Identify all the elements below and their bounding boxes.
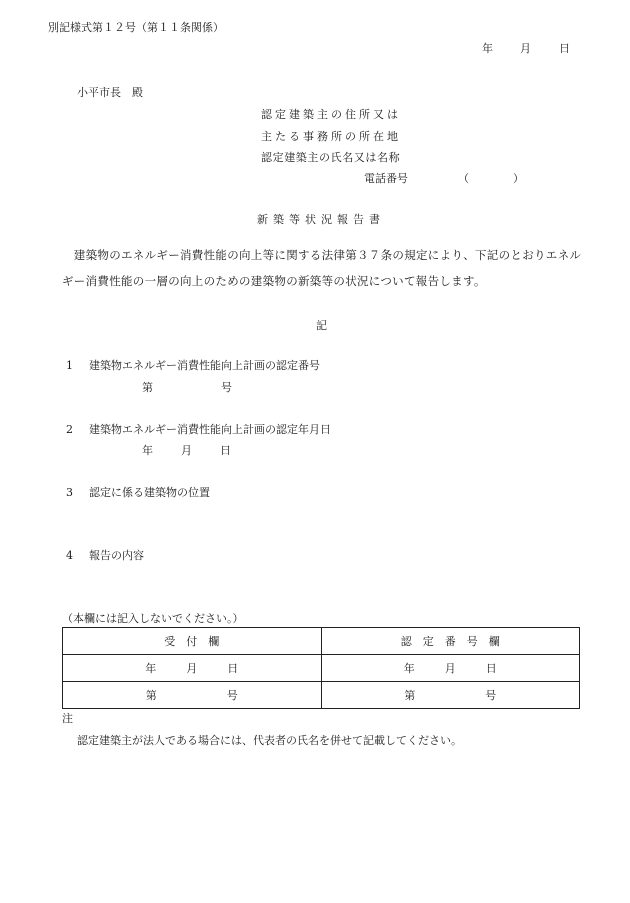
cert-year: 年 <box>403 662 415 675</box>
item-2-number: 2 <box>66 423 73 436</box>
reception-date-cell <box>63 655 322 682</box>
reception-month: 月 <box>186 662 198 675</box>
date-day: 日 <box>559 42 570 55</box>
reception-day: 日 <box>227 662 239 675</box>
table-header-row <box>63 628 580 655</box>
item-3-number: 3 <box>66 486 73 499</box>
item-1-text: 建築物エネルギー消費性能向上計画の認定番号 <box>89 359 320 372</box>
item-1-go: 号 <box>221 381 232 394</box>
office-use-table <box>62 627 580 709</box>
note-label: 注 <box>62 712 73 725</box>
cert-number-cell <box>321 682 580 709</box>
reception-dai: 第 <box>145 689 157 702</box>
cert-go: 号 <box>485 689 497 702</box>
table-date-row <box>63 655 580 682</box>
item-2-text: 建築物エネルギー消費性能向上計画の認定年月日 <box>89 423 331 436</box>
reception-go: 号 <box>226 689 238 702</box>
item-3-text: 認定に係る建築物の位置 <box>89 486 210 499</box>
item-4-number: 4 <box>66 549 73 562</box>
phone-label: 電話番号 <box>364 172 408 185</box>
cert-day: 日 <box>485 662 497 675</box>
item-1-dai: 第 <box>142 381 153 394</box>
document-title: 新築等状況報告書 <box>257 213 385 226</box>
body-paragraph: 建築物のエネルギー消費性能の向上等に関する法律第３７条の規定により、下記のとおりエネルギー消費性能の一層の向上のための建築物の新築等の状況について報告します。 <box>62 248 582 288</box>
reception-header: 受 付 欄 <box>63 628 322 655</box>
item-1-number: 1 <box>66 359 73 372</box>
reception-year: 年 <box>145 662 157 675</box>
applicant-office-label: 主たる事務所の所在地 <box>261 130 401 143</box>
item-2-day: 日 <box>220 444 231 457</box>
item-2-month: 月 <box>181 444 192 457</box>
date-year: 年 <box>482 42 493 55</box>
applicant-name-label: 認定建築主の氏名又は名称 <box>261 151 401 164</box>
phone-paren: （ ） <box>458 172 524 185</box>
office-use-note: （本欄には記入しないでください。） <box>62 612 244 625</box>
reception-number-cell <box>63 682 322 709</box>
date-month: 月 <box>520 42 531 55</box>
applicant-address-label: 認定建築主の住所又は <box>261 108 401 121</box>
ki-label: 記 <box>316 319 327 332</box>
note-text: 認定建築主が法人である場合には、代表者の氏名を併せて記載してください。 <box>77 734 462 747</box>
addressee: 小平市長 殿 <box>77 86 143 99</box>
cert-month: 月 <box>444 662 456 675</box>
cert-dai: 第 <box>404 689 416 702</box>
form-number: 別記様式第１２号（第１１条関係） <box>48 21 224 34</box>
item-2-year: 年 <box>142 444 153 457</box>
cert-number-header: 認 定 番 号 欄 <box>321 628 580 655</box>
item-4-text: 報告の内容 <box>89 549 144 562</box>
cert-date-cell <box>321 655 580 682</box>
table-number-row <box>63 682 580 709</box>
